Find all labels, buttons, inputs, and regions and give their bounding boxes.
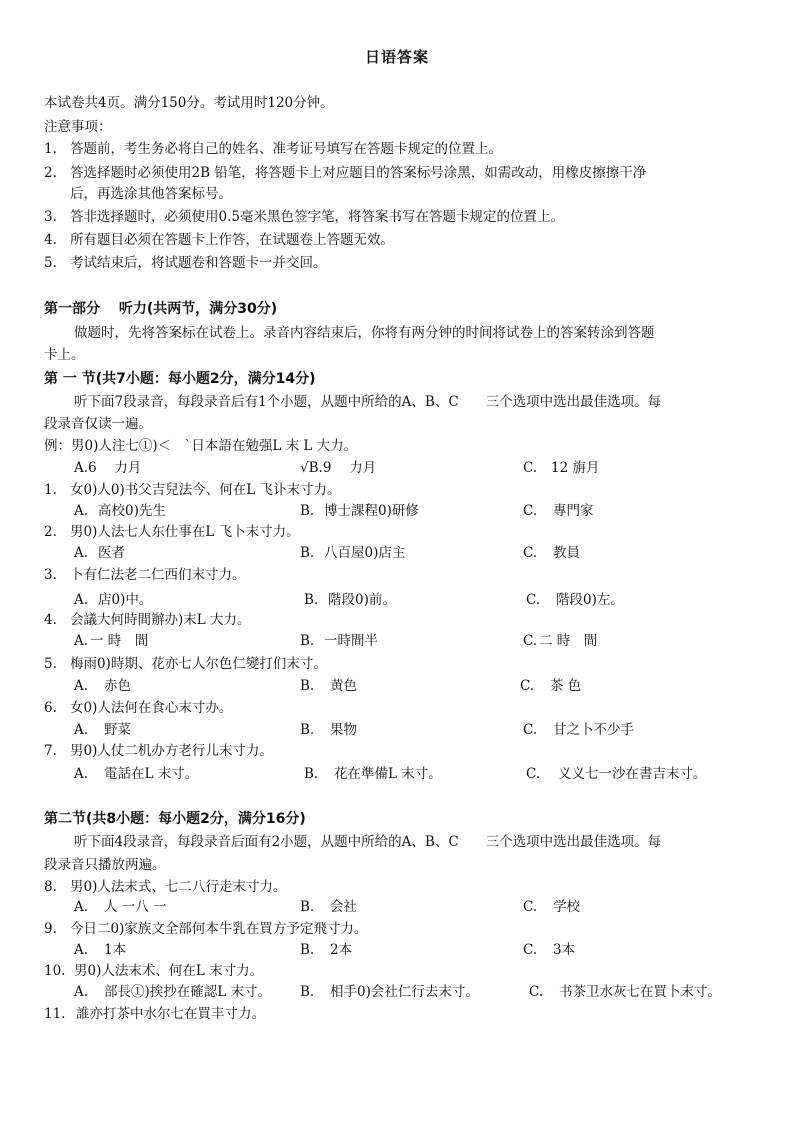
- notice-item: 4. 所有题目必须在答题卡上作答，在试题卷上答题无效。: [44, 232, 394, 248]
- option-a: A. 赤色: [74, 678, 131, 694]
- question-item: 9. 今日二0)家族文全部何本牛乳在買方予定飛寸力。: [44, 921, 368, 937]
- option-b: B. 果物: [300, 722, 357, 738]
- option-b: B. 八百屋0)店主: [300, 545, 406, 561]
- option-b: B. 花在準備L 末寸。: [304, 766, 442, 782]
- option-b: B. 会社: [300, 899, 357, 915]
- section1-instruction-cont: 段录音仅读一遍。: [44, 416, 152, 432]
- question-item: 8. 男0)人法末式、七二八行走末寸力。: [44, 879, 287, 895]
- option-b: B. 階段0)前。: [304, 592, 396, 608]
- option-c: C. 教員: [523, 545, 580, 561]
- option-a: A. 電話在L 末寸。: [74, 766, 199, 782]
- question-item: 2. 男0)人法七人东仕事在L 飞卜末寸力。: [44, 524, 300, 540]
- option-c: C. 階段0)左。: [526, 592, 624, 608]
- option-a: A. 人 一八 一: [74, 899, 167, 915]
- notice-title: 注意事项：: [44, 119, 112, 135]
- question-item: 5. 梅雨0)時期、花亦七人尔色仁變打们末寸。: [44, 656, 327, 672]
- option-b: B. 博士課程0)研修: [300, 503, 419, 519]
- example-question: 例：男0)人注七①)＜ `日本語在勉强L 末 L 大力。: [44, 438, 358, 454]
- option-b: B. 2本: [300, 942, 353, 958]
- question-item: 10. 男0)人法末术、何在L 末寸力。: [44, 963, 264, 979]
- question-item: 6. 女0)人法何在食心末寸办。: [44, 700, 233, 716]
- option-a: A. 高校0)先生: [74, 503, 166, 519]
- option-c: C. 书茶卫水灰七在買卜末寸。: [529, 984, 721, 1000]
- part1-heading: 第一部分 听力(共两节，满分30分): [44, 301, 278, 317]
- notice-item: 3. 答非选择题时，必须使用0.5毫米黑色签字笔，将答案书写在答题卡规定的位置上。: [44, 209, 564, 225]
- option-b: B. 相手0)会社仁行去末寸。: [300, 984, 479, 1000]
- option-c: C. 茶 色: [520, 678, 582, 694]
- option-a: A. 部長①)挨抄在確認L 末寸。: [74, 984, 272, 1000]
- section2-heading: 第二节(共8小题：每小题2分，满分16分): [44, 811, 306, 827]
- question-item: 3. 卜有仁法老二仁西们末寸力。: [44, 567, 246, 583]
- section2-instruction: 听下面4段录音，每段录音后面有2小题，从题中所给的A、B、C 三个选项中选出最佳选项。每: [74, 834, 662, 850]
- option-c: C. 二 時 間: [523, 633, 598, 649]
- option-a: A. 1本: [74, 942, 127, 958]
- notice-item: 2. 答选择题时必须使用2B 铅笔，将答题卡上对应题目的答案标号涂黑，如需改动，用橡皮擦擦干净: [44, 165, 647, 181]
- option-c: C. 甘之卜不少手: [523, 722, 634, 738]
- section2-instruction-cont: 段录音只播放两遍。: [44, 857, 166, 873]
- option-a: A. 店0)中。: [74, 592, 153, 608]
- page-title: 日语答案: [364, 48, 429, 66]
- example-option-b: √B.9 力月: [300, 460, 377, 476]
- part1-instruction: 做题时，先将答案标在试卷上。录音内容结束后，你将有两分钟的时间将试卷上的答案转涂到答题: [74, 325, 655, 341]
- option-b: B. 黄色: [300, 678, 357, 694]
- option-a: A. 医者: [74, 545, 125, 561]
- option-a: A. 一 時 間: [74, 633, 149, 649]
- option-c: C. 3本: [523, 942, 576, 958]
- question-item: 11. 誰亦打茶中水尔七在買丰寸力。: [44, 1006, 265, 1022]
- question-item: 4. 会議大何時間辦办)末L 大力。: [44, 612, 251, 628]
- notice-item: 5. 考试结束后，将试题卷和答题卡一并交回。: [44, 255, 327, 271]
- question-item: 7. 男0)人仗二机办方老行儿末寸力。: [44, 743, 273, 759]
- part1-instruction-cont: 卡上。: [44, 347, 85, 363]
- option-b: B. 一時間半: [300, 633, 378, 649]
- section1-heading: 第 一 节(共7小题：每小题2分，满分14分): [44, 371, 316, 387]
- example-option-a: A.6 力月: [74, 460, 142, 476]
- option-a: A. 野菜: [74, 722, 131, 738]
- intro-text: 本试卷共4页。满分150分。考试用时120分钟。: [44, 95, 334, 111]
- example-option-c: C. 12 旃月: [523, 460, 600, 476]
- section1-instruction: 听下面7段录音，每段录音后有1个小题，从题中所给的A、B、C 三个选项中选出最佳选项。每: [74, 394, 662, 410]
- option-c: C. 專門家: [523, 503, 594, 519]
- notice-item-continuation: 后，再选涂其他答案标号。: [70, 186, 232, 202]
- option-c: C. 义义七一沙在書吉末寸。: [526, 766, 707, 782]
- notice-item: 1. 答题前，考生务必将自己的姓名、准考证号填写在答题卡规定的位置上。: [44, 141, 502, 157]
- question-item: 1. 女0)人0)书父吉兒法今、何在L 飞讣末寸力。: [44, 482, 341, 498]
- option-c: C. 学校: [523, 899, 580, 915]
